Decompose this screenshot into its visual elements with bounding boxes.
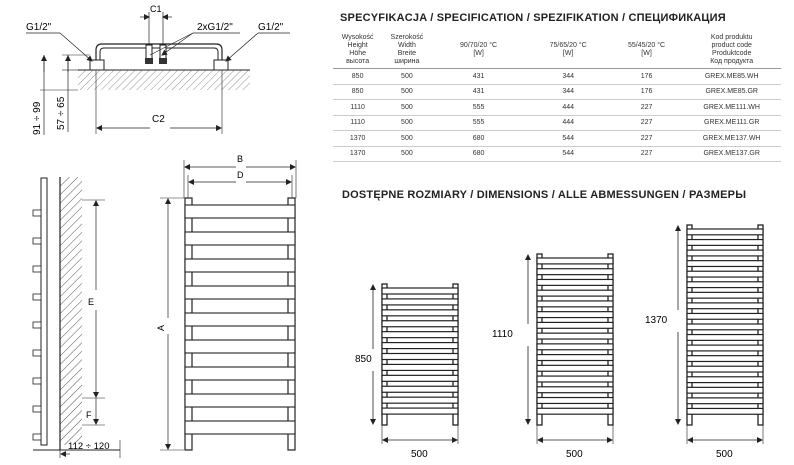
heating-bar [537, 398, 613, 404]
e-label: E [88, 297, 95, 307]
size-height-label: 1370 [645, 315, 668, 326]
spec-header-line: 55/45/20 °C [628, 42, 666, 49]
heating-bar [687, 282, 763, 288]
heating-bar [537, 344, 613, 350]
table-cell: 500 [382, 100, 431, 116]
heating-bar [687, 356, 763, 362]
spec-header-line: Height [347, 42, 368, 49]
specification-table [333, 32, 781, 162]
table-cell: 176 [611, 69, 683, 85]
g12-right-label: G1/2" [258, 22, 284, 33]
spec-header-row [333, 32, 781, 69]
connection-detail [26, 4, 290, 135]
heating-bar [537, 279, 613, 285]
spec-header-cell [611, 32, 683, 69]
heating-bar [537, 301, 613, 307]
spec-header-line: Szerokość [390, 34, 424, 41]
spec-header-cell [333, 32, 382, 69]
heating-bar [687, 324, 763, 330]
table-row [333, 146, 781, 162]
table-cell: 555 [432, 100, 526, 116]
spec-header-line: [W] [562, 50, 574, 57]
spec-header-line: Produktcode [712, 50, 752, 57]
heating-bar [537, 312, 613, 318]
heating-bar [382, 364, 458, 370]
heating-bar [687, 313, 763, 319]
a-label: A [156, 324, 166, 331]
table-cell: 1110 [333, 100, 382, 116]
table-cell: 1370 [333, 131, 382, 147]
heating-bar [687, 261, 763, 267]
size-width-label: 500 [566, 449, 583, 460]
spec-header-line: [W] [641, 50, 652, 57]
spec-header-cell [432, 32, 526, 69]
table-cell: GREX.ME137.WH [682, 131, 781, 147]
range-91-99: 91 ÷ 99 [32, 101, 43, 135]
table-cell: 444 [526, 115, 611, 131]
heating-bar [382, 386, 458, 392]
heating-bar [687, 377, 763, 383]
heating-bar [687, 345, 763, 351]
heating-bar [687, 387, 763, 393]
heating-bar [687, 292, 763, 298]
table-cell: 431 [432, 84, 526, 100]
table-row [333, 69, 781, 85]
size-drawing-1110 [492, 254, 613, 460]
spec-header-line: [W] [473, 50, 484, 57]
heating-bar [382, 321, 458, 327]
table-row [333, 84, 781, 100]
size-drawing-1370 [645, 225, 763, 460]
heating-bar [382, 397, 458, 403]
size-drawings [355, 225, 763, 460]
depth-label: 112 ÷ 120 [68, 441, 110, 452]
heating-bar [687, 250, 763, 256]
table-cell: GREX.ME111.WH [682, 100, 781, 116]
spec-body [333, 69, 781, 162]
spec-header-line: Höhe [349, 50, 366, 57]
size-height-label: 1110 [492, 329, 513, 340]
table-row [333, 131, 781, 147]
f-label: F [86, 410, 92, 420]
heating-bar [537, 387, 613, 393]
table-cell: GREX.ME137.GR [682, 146, 781, 162]
spec-header-line: Код продукта [710, 58, 754, 65]
spec-header-line: product code [711, 42, 752, 49]
table-cell: GREX.ME111.GR [682, 115, 781, 131]
heating-bar [537, 269, 613, 275]
spec-header-line: Kod produktu [710, 34, 753, 41]
b-label: B [237, 154, 244, 164]
spec-header-line: Wysokość [341, 34, 374, 41]
heating-bar [537, 333, 613, 339]
table-cell: 500 [382, 69, 431, 85]
d-label: D [237, 170, 244, 180]
heating-bar [537, 258, 613, 264]
heating-bar [687, 408, 763, 414]
heating-bar [687, 366, 763, 372]
spec-header-line: ширина [394, 58, 420, 65]
size-drawing-850 [355, 284, 458, 460]
table-cell: 176 [611, 84, 683, 100]
heating-bar [382, 343, 458, 349]
table-cell: 555 [432, 115, 526, 131]
spec-header-cell [382, 32, 431, 69]
heating-bar [382, 375, 458, 381]
side-view [33, 177, 120, 458]
heating-bar [382, 408, 458, 414]
size-height-label: 850 [355, 354, 372, 365]
dimensions-title: DOSTĘPNE ROZMIARY / DIMENSIONS / ALLE ABMESSUNGEN / РАЗМЕРЫ [342, 189, 747, 201]
heating-bar [687, 398, 763, 404]
table-cell: 1110 [333, 115, 382, 131]
table-cell: 500 [382, 84, 431, 100]
size-width-label: 500 [411, 449, 428, 460]
heating-bar [537, 290, 613, 296]
table-cell: 1370 [333, 146, 382, 162]
spec-header-line: 90/70/20 °C [460, 42, 498, 49]
table-cell: 227 [611, 131, 683, 147]
spec-header-line: высота [346, 58, 370, 65]
table-cell: 850 [333, 84, 382, 100]
table-cell: 544 [526, 146, 611, 162]
table-cell: 444 [526, 100, 611, 116]
c2-label: C2 [152, 114, 165, 125]
table-cell: 500 [382, 115, 431, 131]
heating-bar [382, 354, 458, 360]
spec-header-cell [682, 32, 781, 69]
size-width-label: 500 [716, 449, 733, 460]
spec-header-cell [526, 32, 611, 69]
heating-bar [537, 355, 613, 361]
spec-header-line: 75/65/20 °C [549, 42, 587, 49]
heating-bar [687, 271, 763, 277]
heating-bar [382, 288, 458, 294]
heating-bar [382, 299, 458, 305]
table-cell: 344 [526, 69, 611, 85]
heating-bar [687, 335, 763, 341]
spec-header-line: Breite [397, 50, 417, 57]
specification-title: SPECYFIKACJA / SPECIFICATION / SPEZIFIKATION / СПЕЦИФИКАЦИЯ [340, 12, 726, 24]
table-cell: 227 [611, 100, 683, 116]
range-57-65: 57 ÷ 65 [56, 96, 67, 130]
table-row [333, 115, 781, 131]
spec-header-line: Width [397, 42, 416, 49]
heating-bar [687, 303, 763, 309]
table-cell: 344 [526, 84, 611, 100]
heating-bar [687, 240, 763, 246]
table-cell: 680 [432, 131, 526, 147]
table-cell: 544 [526, 131, 611, 147]
front-view [156, 154, 296, 450]
table-cell: 500 [382, 131, 431, 147]
table-row [333, 100, 781, 116]
table-cell: GREX.ME85.GR [682, 84, 781, 100]
g12-mid-label: 2xG1/2" [197, 22, 233, 33]
heating-bar [687, 229, 763, 235]
g12-left-label: G1/2" [26, 22, 52, 33]
table-cell: 227 [611, 146, 683, 162]
heating-bar [382, 310, 458, 316]
table-cell: 500 [382, 146, 431, 162]
table-cell: GREX.ME85.WH [682, 69, 781, 85]
table-cell: 850 [333, 69, 382, 85]
heating-bar [537, 322, 613, 328]
heating-bar [537, 365, 613, 371]
table-cell: 227 [611, 115, 683, 131]
heating-bar [537, 408, 613, 414]
table-cell: 431 [432, 69, 526, 85]
heating-bar [537, 376, 613, 382]
heating-bar [382, 332, 458, 338]
c1-label: C1 [150, 4, 162, 14]
table-cell: 680 [432, 146, 526, 162]
